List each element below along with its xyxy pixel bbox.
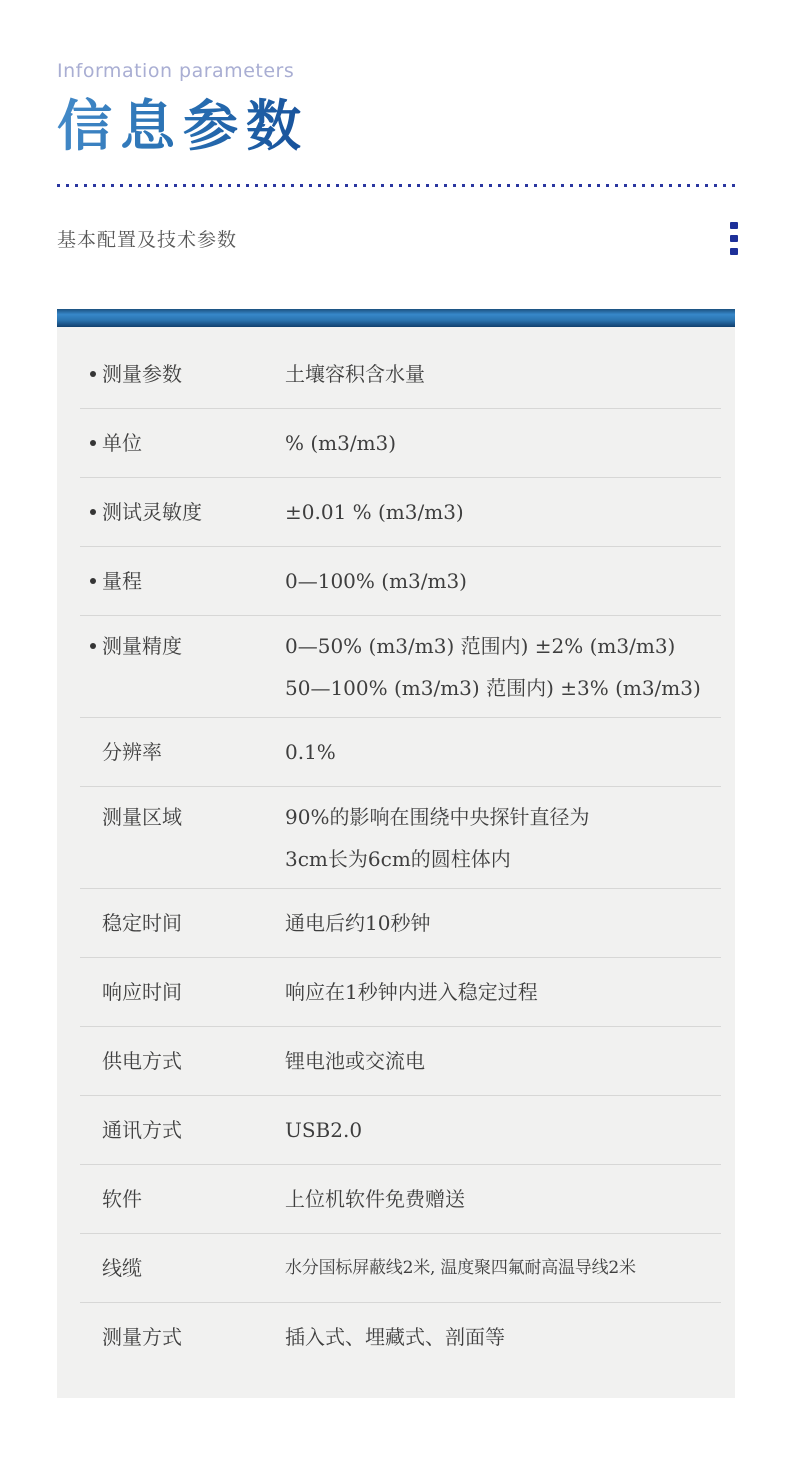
bullet-icon xyxy=(90,578,96,584)
spec-row xyxy=(57,1165,735,1234)
bullet-icon xyxy=(90,509,96,515)
eyebrow-text: Information parameters xyxy=(57,60,295,82)
spec-row xyxy=(57,787,735,889)
spec-label-cell xyxy=(57,738,285,766)
spec-value-cell xyxy=(285,738,735,766)
dot xyxy=(730,248,738,255)
spec-value-cell xyxy=(285,429,735,457)
spec-value-cell xyxy=(285,625,735,709)
spec-value-line: 响应在1秒钟内进入稳定过程 xyxy=(285,980,538,1005)
section-subtitle: 基本配置及技术参数 xyxy=(57,228,238,251)
spec-label: 单位 xyxy=(102,431,142,456)
spec-value-line: 3cm长为6cm的圆柱体内 xyxy=(285,846,511,871)
spec-label: 稳定时间 xyxy=(102,911,182,936)
spec-value-line: 锂电池或交流电 xyxy=(285,1049,425,1074)
spec-value-line: % (m3/m3) xyxy=(285,431,397,456)
spec-row xyxy=(57,958,735,1027)
subheader xyxy=(57,222,740,255)
vertical-dots-icon xyxy=(730,222,740,255)
bullet-icon xyxy=(90,440,96,446)
spec-label: 通讯方式 xyxy=(102,1118,182,1143)
spec-label-cell xyxy=(57,909,285,937)
spec-row xyxy=(57,1096,735,1165)
spec-label-cell xyxy=(57,1323,285,1351)
spec-value-cell xyxy=(285,360,735,388)
spec-value-line: 50—100% (m3/m3) 范围内) ±3% (m3/m3) xyxy=(285,675,701,700)
spec-value-cell xyxy=(285,1185,735,1213)
spec-row xyxy=(57,718,735,787)
spec-label: 测量精度 xyxy=(102,633,182,658)
spec-row xyxy=(57,409,735,478)
spec-label: 测试灵敏度 xyxy=(102,500,202,525)
spec-value-line: 水分国标屏蔽线2米, 温度聚四氟耐高温导线2米 xyxy=(285,1258,636,1279)
spec-label-cell xyxy=(57,1254,285,1282)
spec-row xyxy=(57,1303,735,1372)
spec-label: 分辨率 xyxy=(102,740,162,765)
spec-label-cell xyxy=(57,1116,285,1144)
spec-value-line: 0—100% (m3/m3) xyxy=(285,569,467,594)
spec-value-cell xyxy=(285,498,735,526)
spec-row xyxy=(57,889,735,958)
spec-value-line: 90%的影响在围绕中央探针直径为 xyxy=(285,804,590,829)
spec-value-cell xyxy=(285,1323,735,1351)
spec-label-cell xyxy=(57,1185,285,1213)
spec-value-line: USB2.0 xyxy=(285,1118,363,1143)
spec-value-cell xyxy=(285,1116,735,1144)
spec-value-line: 插入式、埋藏式、剖面等 xyxy=(285,1325,505,1350)
spec-value-cell xyxy=(285,567,735,595)
spec-label: 软件 xyxy=(102,1187,142,1212)
dot xyxy=(730,222,738,229)
spec-label-cell xyxy=(57,567,285,595)
spec-value-line: ±0.01 % (m3/m3) xyxy=(285,500,464,525)
spec-label: 响应时间 xyxy=(102,980,182,1005)
spec-label-cell xyxy=(57,625,285,667)
spec-value-line: 通电后约10秒钟 xyxy=(285,911,431,936)
spec-row xyxy=(57,1027,735,1096)
spec-row xyxy=(57,616,735,718)
spec-value-cell xyxy=(285,1047,735,1075)
spec-label: 线缆 xyxy=(102,1256,142,1281)
spec-value-cell xyxy=(285,1254,735,1282)
spec-label-cell xyxy=(57,498,285,526)
spec-label: 测量参数 xyxy=(102,362,182,387)
spec-value-line: 0.1% xyxy=(285,740,336,765)
spec-label-cell xyxy=(57,360,285,388)
spec-label-cell xyxy=(57,978,285,1006)
spec-label: 测量区域 xyxy=(102,804,182,829)
spec-row xyxy=(57,547,735,616)
spec-label-cell xyxy=(57,796,285,838)
spec-label: 测量方式 xyxy=(102,1325,182,1350)
spec-table xyxy=(57,309,735,1398)
spec-label: 供电方式 xyxy=(102,1049,182,1074)
spec-row xyxy=(57,1234,735,1303)
bullet-icon xyxy=(90,371,96,377)
dotted-divider xyxy=(57,184,740,187)
spec-value-line: 上位机软件免费赠送 xyxy=(285,1187,465,1212)
spec-label: 量程 xyxy=(102,569,142,594)
spec-value-cell xyxy=(285,978,735,1006)
dot xyxy=(730,235,738,242)
spec-value-line: 0—50% (m3/m3) 范围内) ±2% (m3/m3) xyxy=(285,633,676,658)
spec-label-cell xyxy=(57,429,285,457)
spec-value-cell xyxy=(285,796,735,880)
spec-row xyxy=(57,340,735,409)
spec-label-cell xyxy=(57,1047,285,1075)
page-title: 信息参数 xyxy=(57,93,310,158)
spec-value-line: 土壤容积含水量 xyxy=(285,362,425,387)
spec-value-cell xyxy=(285,909,735,937)
bullet-icon xyxy=(90,643,96,649)
table-body xyxy=(57,327,735,1398)
spec-row xyxy=(57,478,735,547)
table-header-bar xyxy=(57,309,735,327)
